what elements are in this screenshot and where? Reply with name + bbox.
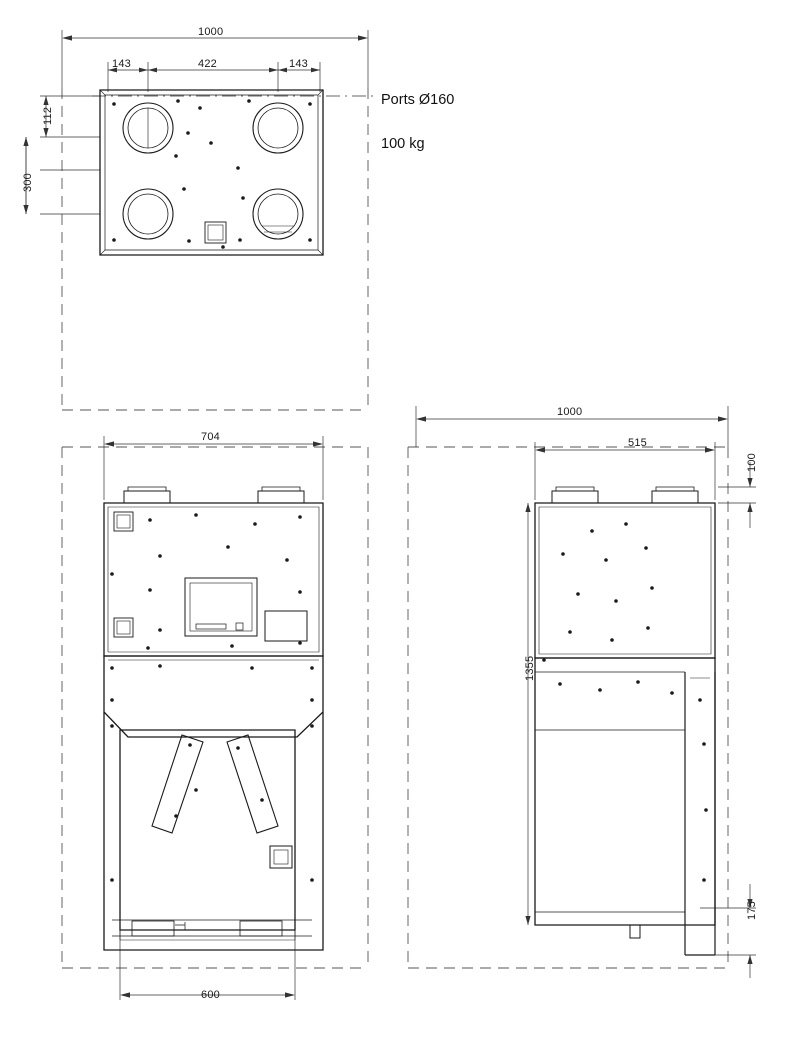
dim-front-base-600: 600 — [201, 989, 220, 1001]
dim-top-depth-300: 300 — [22, 173, 34, 192]
dim-top-left-port-offset: 143 — [112, 58, 131, 70]
dim-top-right-port-offset: 143 — [289, 58, 308, 70]
dim-top-overall-width: 1000 — [198, 26, 224, 38]
dim-side-width-515: 515 — [628, 437, 647, 449]
side-view-geometry — [408, 406, 756, 978]
note-ports: Ports Ø160 — [381, 92, 455, 108]
dim-side-top-100: 100 — [746, 453, 758, 472]
dim-side-height-1355: 1355 — [524, 655, 536, 681]
top-view-geometry — [23, 30, 376, 410]
dim-front-width-704: 704 — [201, 431, 220, 443]
top-view-envelope — [62, 88, 368, 410]
note-weight: 100 kg — [381, 136, 425, 152]
dim-top-port-spacing: 422 — [198, 58, 217, 70]
dim-top-depth-112: 112 — [42, 106, 54, 125]
front-view-geometry — [62, 436, 368, 1000]
dim-side-overall-1000: 1000 — [557, 406, 583, 418]
dim-side-bottom-175: 175 — [746, 901, 758, 920]
side-view-envelope — [408, 447, 728, 968]
